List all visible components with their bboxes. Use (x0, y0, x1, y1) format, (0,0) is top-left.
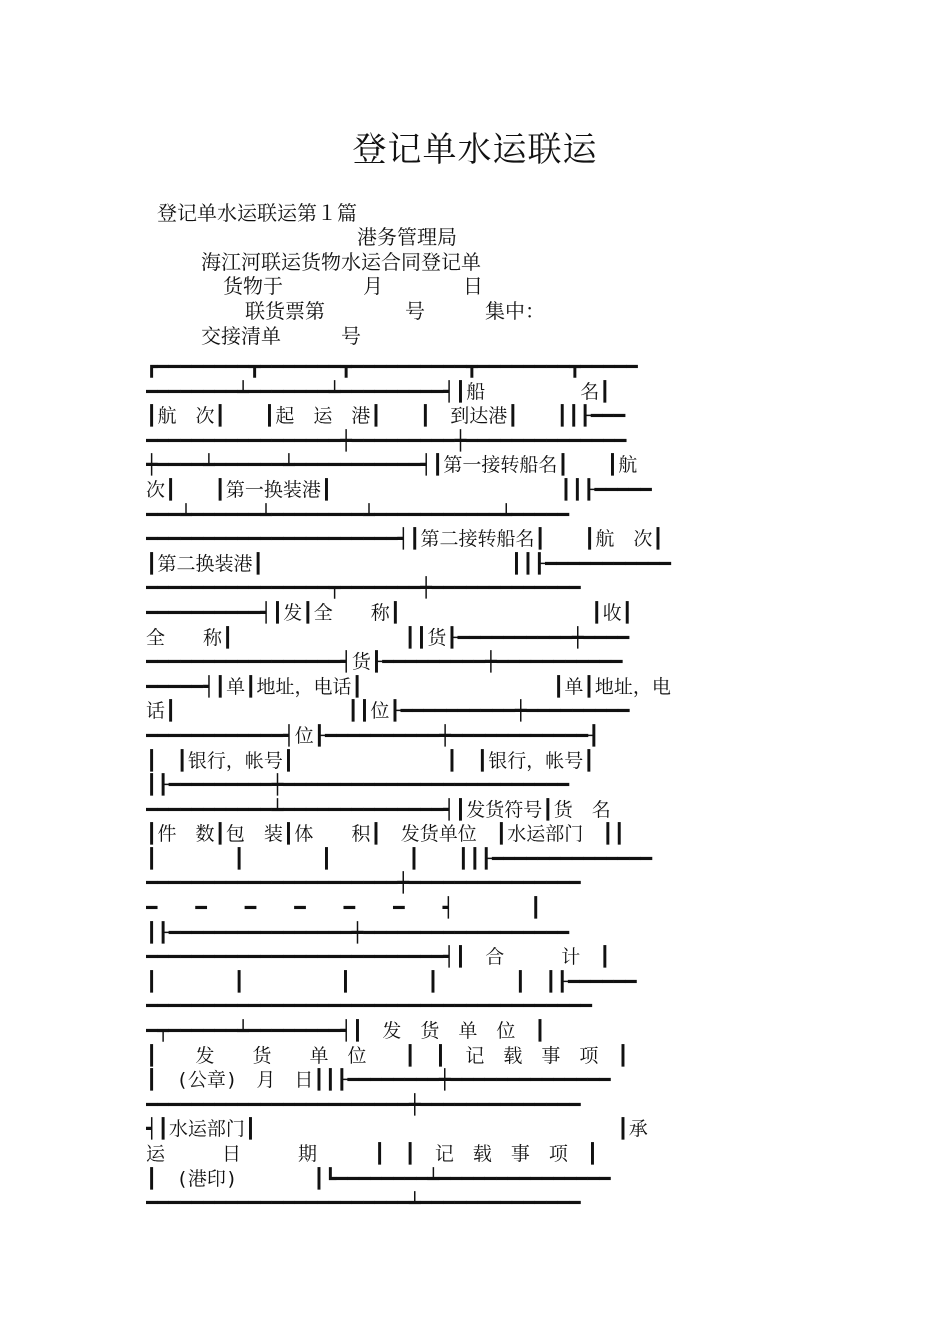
form-line: ━━━━━━━━━━━━━━━━━┥货┠━━━━━━━━━┿━━━━━━━━━━━ (146, 651, 623, 674)
form-line: ┃ (公章) 月 日┃┃┠━━━━━━━━┿━━━━━━━━━━━━━━ (146, 1069, 611, 1092)
form-line: ━━━━━━━━━━┥┃发┃全 称┃ ┃收┃ (146, 601, 634, 624)
form-line: ━━━━━━━━━━━━━━━━┯━━━━━━━┿━━━━━━━━━━━━━ (146, 577, 581, 600)
form-line: ━ ━ ━ ━ ━ ━ ┥ ┃ (146, 897, 542, 920)
form-line: ━━━┷━━━━━━┷━━━━━━━━┷━━━━━━━━━━━┷━━━━━ (146, 503, 570, 526)
form-line: ┃ 发 货 单 位 ┃ ┃ 记 载 事 项 ┃ (146, 1044, 629, 1067)
form-line: ┃件 数┃包 装┃体 积┃ 发货单位 ┃水运部门 ┃┃ (146, 823, 626, 846)
form-line: ┃ ┃银行，帐号┃ ┃ ┃银行，帐号┃ (146, 749, 595, 772)
form-line: ━━━━━━━━━━━┷━━━━━━━━━━━━━━┥┃发货符号┃货 名 (146, 798, 611, 821)
form-line: ┃ ┃ ┃ ┃ ┃┃┠━━━━━━━━━━━━━━ (146, 847, 653, 870)
form-line: ━━━━━━━━┷━━━━━━━┷━━━━━━━━━┥┃船 名┃ (146, 380, 611, 403)
form-line: ━━━━━━━━━━━━━━━━━━━━━━━┿━━━━━━━━━━━━━━ (146, 1093, 581, 1116)
form-line: ━━━━━┥┃单┃地址，电话┃ ┃单┃地址，电 (146, 675, 671, 698)
form-line: ┏━━━━━━━━┳━━━━━━━┳━━━━━━━━━━┳━━━━━━━━┳━━━━━ (146, 356, 638, 378)
header-line-bureau: 港务管理局 (357, 225, 457, 249)
form-line: ━━━━━━━━━━━━━━━━━━━━━━━━━━┥┃ 合 计 ┃ (146, 946, 611, 969)
form-line: ━━━━━━━━━━━━━━━━━━━━━━┿━━━━━━━━━━━━━━━ (146, 872, 581, 895)
form-line: ┃┠━━━━━━━━━┿━━━━━━━━━━━━━━━━━━━━━━━━━ (146, 774, 570, 797)
form-line: ┃ (港印) ┃┗━━━━━━━━┷━━━━━━━━━━━━━━━ (146, 1167, 611, 1190)
form-line: ━━━━━━━━━━━━┥位┠━━━━━━━━━━┿━━━━━━━━━━━━┨ (146, 724, 600, 747)
form-line: ━━━━━━━━━━━━━━━━━━━━━━┥┃第二接转船名┃ ┃航 次┃ (146, 528, 664, 551)
form-line: ┃┠━━━━━━━━━━━━━━━━┿━━━━━━━━━━━━━━━━━━ (146, 921, 570, 944)
ascii-form-table (146, 355, 810, 1216)
form-line: ┿━━━━┷━━━━━━┷━━━━━━━━━━━┥┃第一接转船名┃ ┃航 (146, 454, 638, 477)
header-line-contract: 海江河联运货物水运合同登记单 (201, 250, 481, 274)
form-line: ┃ ┃ ┃ ┃ ┃ ┃┠━━━━━━ (146, 970, 637, 993)
form-line: 话┃ ┃┃位┠━━━━━━━━━━┿━━━━━━━━━ (146, 700, 630, 723)
header-line-ticket: 联货票第 号 集中： (245, 299, 545, 323)
form-line: ━━━━━━━━━━━━━━━━━━━━━━━━━━━━━━━━━━━━━━━ (146, 995, 593, 1018)
form-line: 运 日 期 ┃ ┃ 记 载 事 项 ┃ (146, 1143, 599, 1165)
form-line: ━━━━━━━━━━━━━━━━━┿━━━━━━━━━┿━━━━━━━━━━━━━━ (146, 429, 627, 452)
header-line-date: 货物于 月 日 (223, 274, 483, 298)
form-line: ┃航 次┃ ┃起 运 港┃ ┃ 到达港┃ ┃┃┠━━━ (146, 405, 626, 428)
header-line-1: 登记单水运联运第１篇 (157, 201, 357, 225)
form-line: ┃第二换装港┃ ┃┃┠━━━━━━━━━━━ (146, 552, 672, 575)
form-line: ┥┃水运部门┃ ┃承 (146, 1118, 648, 1141)
header-line-handover: 交接清单 号 (201, 324, 361, 348)
form-line: ━━━━━━━━━━━━━━━━━━━━━━━┷━━━━━━━━━━━━━━ (146, 1192, 581, 1215)
form-line: 全 称┃ ┃┃货┠━━━━━━━━━━┿━━━━ (146, 626, 630, 649)
form-line: ━┯━━━━━━┷━━━━━━━━┥┃ 发 货 单 位 ┃ (146, 1020, 546, 1043)
document-title: 登记单水运联运 (352, 130, 598, 170)
form-line: 次┃ ┃第一换装港┃ ┃┃┠━━━━━ (146, 478, 652, 501)
